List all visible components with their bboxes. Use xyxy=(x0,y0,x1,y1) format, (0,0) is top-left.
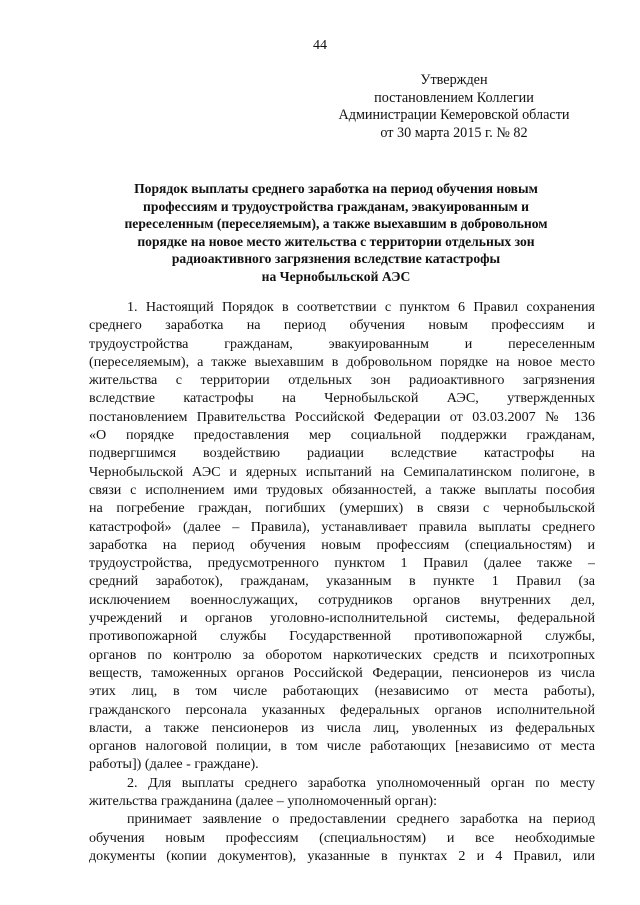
body-line: гражданского персонала указанных федеральных органов исполнительной xyxy=(89,701,595,718)
body-line: власти, а также пенсионеров из числа лиц, уволенных из федеральных xyxy=(89,719,595,736)
paragraph-3-first-line: принимает заявление о предоставлении среднего заработка на период xyxy=(127,811,595,828)
paragraph-2-first-line: 2. Для выплаты среднего заработка уполномоченный орган по месту xyxy=(127,774,595,791)
title-line: порядке на новое место жительства с территории отдельных зон xyxy=(137,233,535,249)
body-line: (переселяемым), а также выехавшим в добровольном порядке на новое место xyxy=(89,353,595,370)
body-line: «О порядке предоставления мер социальной поддержки гражданам, xyxy=(89,427,595,444)
body-line: связи с исполнением ими трудовых обязанностей, а также выплаты пособия xyxy=(89,481,595,498)
body-line: учреждений и органов уголовно-исполнительной системы, федеральной xyxy=(89,610,595,627)
title-line: профессиям и трудоустройства гражданам, эвакуированным и xyxy=(143,198,529,214)
body-line: документы (копии документов), указанные в пунктах 2 и 4 Правил, или xyxy=(89,847,595,864)
title-line: переселенным (переселяемым), а также выехавшим в добровольном xyxy=(124,216,548,232)
body-line: постановлением Правительства Российской Федерации от 03.03.2007 № 136 xyxy=(89,408,595,425)
document-title xyxy=(78,180,594,286)
body-line: на погребение граждан, погибших (умерших) в связи с чернобыльской xyxy=(89,500,595,517)
paragraph-2-last-line: жительства гражданина (далее – уполномоченный орган): xyxy=(89,793,438,810)
body-line: заработка на период обучения новым профессиям (специальностям) и xyxy=(89,536,595,553)
body-line: катастрофой» (далее – Правила), устанавливает правила выплаты среднего xyxy=(89,518,595,535)
title-line: на Чернобыльской АЭС xyxy=(261,268,411,284)
body-line: обучения новым профессиям (специальностям) и все необходимые xyxy=(89,829,595,846)
paragraph-1-last-line: работы]) (далее - граждане). xyxy=(89,756,259,773)
body-line: трудоустройства гражданам, эвакуированным и переселенным xyxy=(89,335,595,352)
body-line: исключением военнослужащих, сотрудников органов внутренних дел, xyxy=(89,591,595,608)
body-line: жительства с территории отдельных зон радиоактивного загрязнения xyxy=(89,372,595,389)
body-line: вследствие катастрофы на Чернобыльской АЭС, утвержденных xyxy=(89,390,595,407)
body-line: веществ, таможенных органов Российской Федерации, пенсионеров из числа xyxy=(89,664,595,681)
body-line: органов по контролю за оборотом наркотических средств и психотропных xyxy=(89,646,595,663)
title-line: радиоактивного загрязнения вследствие катастрофы xyxy=(171,251,501,267)
body-line: трудоустройства, предусмотренного пунктом 1 Правил (далее также – xyxy=(89,555,595,572)
paragraph-1-first-line: 1. Настоящий Порядок в соответствии с пунктом 6 Правил сохранения xyxy=(127,299,595,315)
body-line: среднего заработка на период обучения новым профессиям и xyxy=(89,317,595,334)
approval-line: постановлением Коллегии xyxy=(374,89,534,106)
body-line: противопожарной службы Государственной противопожарной службы, xyxy=(89,628,595,645)
body-line: этих лиц, в том числе работающих (независимо от места работы), xyxy=(89,683,595,700)
document-body xyxy=(89,298,595,865)
approval-line: Администрации Кемеровской области xyxy=(338,107,570,123)
body-line: органов налоговой полиции, в том числе работающих [независимо от места xyxy=(89,738,595,755)
page-number: 44 xyxy=(313,38,327,53)
approval-block xyxy=(320,72,588,142)
body-line: подвергшимся воздействию радиации вследствие катастрофы на xyxy=(89,445,595,462)
body-line: средний заработок), гражданам, указанным в пункте 1 Правил (за xyxy=(89,573,595,590)
body-line: Чернобыльской АЭС и ядерных испытаний на Семипалатинском полигоне, в xyxy=(89,463,595,480)
approval-line: Утвержден xyxy=(420,72,488,88)
approval-line: от 30 марта 2015 г. № 82 xyxy=(380,124,528,141)
title-line: Порядок выплаты среднего заработка на период обучения новым xyxy=(134,181,538,196)
